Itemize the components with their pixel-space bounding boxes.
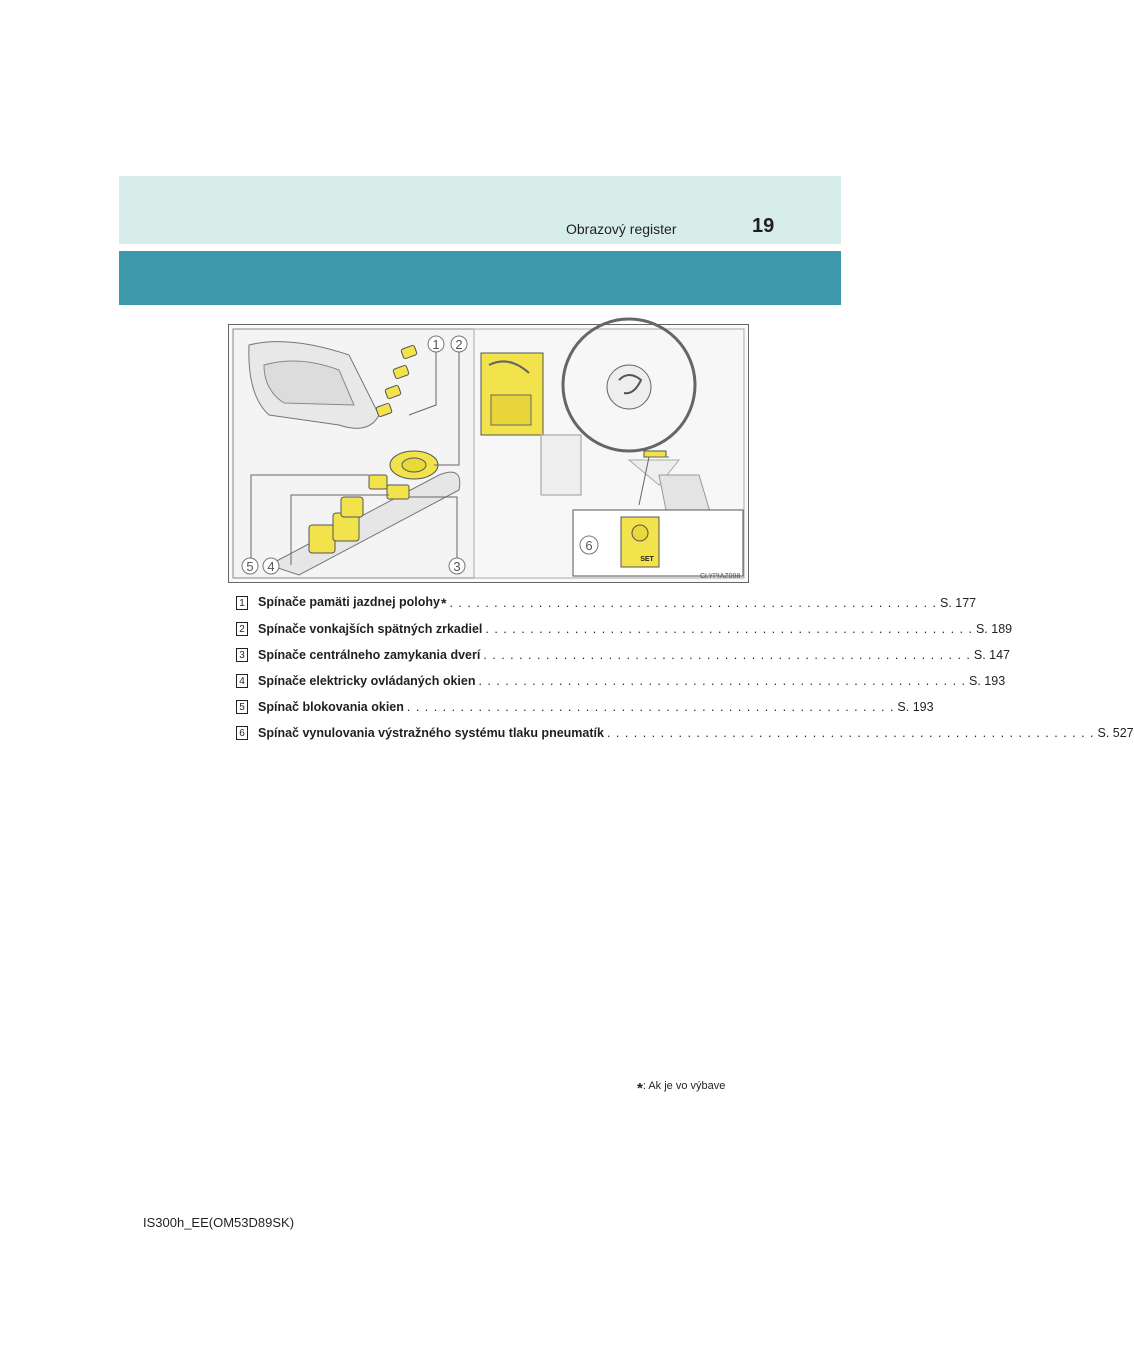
callout-2: 2 [455, 337, 463, 352]
model-code: IS300h_EE(OM53D89SK) [143, 1215, 295, 1230]
callout-4: 4 [267, 559, 275, 574]
item-page-ref[interactable]: S. 527 [1097, 726, 1134, 740]
figure-code: CLYPIAZ098 [700, 573, 741, 580]
item-number: 3 [236, 648, 248, 662]
leader-dots: . . . . . . . . . . . . . . . . . . . . . . . . . . . . . . . . . . . . . . . . . . . . . . . . . . . . . . . [449, 596, 937, 610]
section-bar [119, 251, 841, 305]
callout-6: 6 [585, 538, 593, 553]
list-item[interactable] [236, 590, 977, 616]
item-number: 5 [236, 700, 248, 714]
page-number: 19 [752, 215, 775, 237]
item-star: * [440, 595, 447, 611]
item-number: 6 [236, 726, 248, 740]
window-lock-switch [369, 475, 387, 489]
item-list [236, 590, 1134, 746]
header-band [119, 176, 841, 244]
item-number: 2 [236, 622, 248, 636]
footnote [637, 1080, 725, 1097]
list-item[interactable] [236, 720, 1134, 746]
tpms-location-marker [644, 451, 666, 457]
leader-dots: . . . . . . . . . . . . . . . . . . . . . . . . . . . . . . . . . . . . . . . . . . . . . . . . . . . . . . . [606, 726, 1095, 740]
list-item[interactable] [236, 616, 1013, 642]
item-label: Spínač vynulovania výstražného systému tlaku pneumatík [258, 726, 604, 740]
mirror-switches [390, 451, 438, 479]
item-page-ref[interactable]: S. 193 [969, 674, 1006, 688]
item-page-ref[interactable]: S. 177 [939, 596, 977, 610]
item-page-ref[interactable]: S. 189 [975, 622, 1013, 636]
door-lock-switches [387, 485, 409, 499]
item-page-ref[interactable]: S. 147 [973, 648, 1011, 662]
callout-3: 3 [453, 559, 461, 574]
item-label: Spínače pamäti jazdnej polohy* [258, 595, 447, 611]
list-item[interactable] [236, 668, 1006, 694]
item-label: Spínače vonkajších spätných zrkadiel [258, 622, 483, 636]
leader-dots: . . . . . . . . . . . . . . . . . . . . . . . . . . . . . . . . . . . . . . . . . . . . . . . . . . . . . . . [406, 700, 895, 714]
list-item[interactable] [236, 642, 1011, 668]
item-label: Spínač blokovania okien [258, 700, 404, 714]
tpms-set-label: SET [640, 556, 654, 563]
callout-1: 1 [432, 337, 440, 352]
leader-dots: . . . . . . . . . . . . . . . . . . . . . . . . . . . . . . . . . . . . . . . . . . . . . . . . . . . . . . . [483, 648, 971, 662]
page-title: Obrazový register [566, 221, 677, 237]
leader-dots: . . . . . . . . . . . . . . . . . . . . . . . . . . . . . . . . . . . . . . . . . . . . . . . . . . . . . . . [478, 674, 967, 688]
item-label: Spínače centrálneho zamykania dverí [258, 648, 481, 662]
item-number: 1 [236, 596, 248, 610]
item-page-ref[interactable]: S. 193 [897, 700, 934, 714]
item-number: 4 [236, 674, 248, 688]
footnote-text: : Ak je vo výbave [642, 1080, 726, 1092]
leader-dots: . . . . . . . . . . . . . . . . . . . . . . . . . . . . . . . . . . . . . . . . . . . . . . . . . . . . . . . [485, 622, 973, 636]
callout-5: 5 [246, 559, 254, 574]
item-label: Spínače elektricky ovládaných okien [258, 674, 476, 688]
door-switches-illustration [228, 324, 749, 583]
footnote-star: * [637, 1080, 643, 1097]
list-item[interactable] [236, 694, 934, 720]
